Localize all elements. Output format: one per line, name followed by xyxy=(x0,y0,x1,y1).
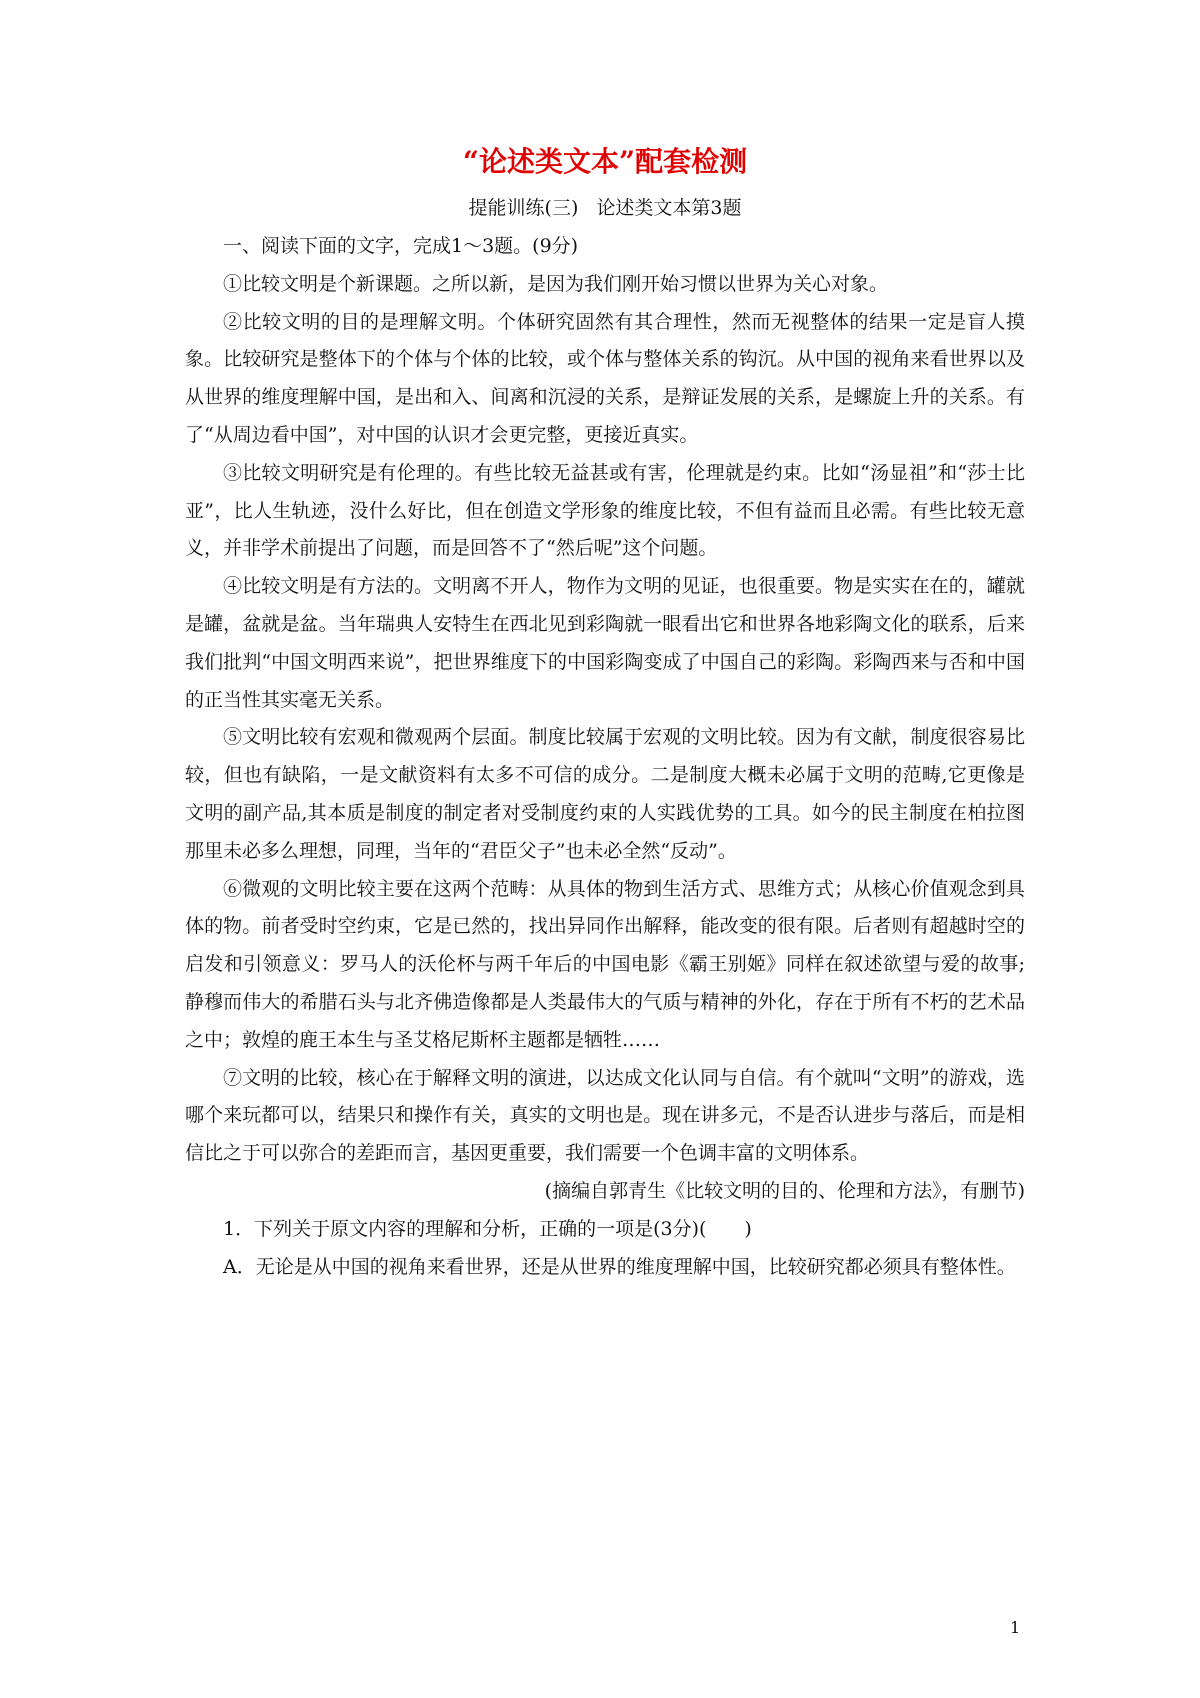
paragraph-1: ①比较文明是个新课题。之所以新，是因为我们刚开始习惯以世界为关心对象。 xyxy=(223,272,889,295)
option-a: A．无论是从中国的视角来看世界，还是从世界的维度理解中国，比较研究都必须具有整体性。 xyxy=(223,1255,1016,1278)
paragraph-3: ③比较文明研究是有伦理的。有些比较无益甚或有害，伦理就是约束。比如“汤显祖”和“莎士比亚”，比人生轨迹，没什么好比，但在创造文学形象的维度比较，不但有益而且必需。有些比较无意义，并非学术前提出了问题，而是回答不了“然后呢”这个问题。 xyxy=(185,461,1025,560)
paragraph-7: ⑦文明的比较，核心在于解释文明的演进，以达成文化认同与自信。有个就叫“文明”的游戏，选哪个来玩都可以，结果只和操作有关，真实的文明也是。现在讲多元，不是否认进步与落后，而是相信比之于可以弥合的差距而言，基因更重要，我们需要一个色调丰富的文明体系。 xyxy=(185,1066,1025,1165)
paragraph-5: ⑤文明比较有宏观和微观两个层面。制度比较属于宏观的文明比较。因为有文献，制度很容易比较，但也有缺陷，一是文献资料有太多不可信的成分。二是制度大概未必属于文明的范畴,它更像是文明的副产品,其本质是制度的制定者对受制度约束的人实践优势的工具。如今的民主制度在柏拉图那里未必多么理想，同理，当年的“君臣父子”也未必全然“反动”。 xyxy=(185,726,1025,862)
paragraph-2: ②比较文明的目的是理解文明。个体研究固然有其合理性，然而无视整体的结果一定是盲人摸象。比较研究是整体下的个体与个体的比较，或个体与整体关系的钩沉。从中国的视角来看世界以及从世界的维度理解中国，是出和入、间离和沉浸的关系，是辩证发展的关系，是螺旋上升的关系。有了“从周边看中国”，对中国的认识才会更完整，更接近真实。 xyxy=(185,310,1025,446)
paragraph-4: ④比较文明是有方法的。文明离不开人，物作为文明的见证，也很重要。物是实实在在的，罐就是罐，盆就是盆。当年瑞典人安特生在西北见到彩陶就一眼看出它和世界各地彩陶文化的联系，后来我们批判“中国文明西来说”，把世界维度下的中国彩陶变成了中国自己的彩陶。彩陶西来与否和中国的正当性其实毫无关系。 xyxy=(185,575,1025,711)
paragraph-6: ⑥微观的文明比较主要在这两个范畴：从具体的物到生活方式、思维方式；从核心价值观念到具体的物。前者受时空约束，它是已然的，找出异同作出解释，能改变的很有限。后者则有超越时空的启发和引领意义：罗马人的沃伦杯与两千年后的中国电影《霸王别姬》同样在叙述欲望与爱的故事;静穆而伟大的希腊石头与北齐佛造像都是人类最伟大的气质与精神的外化，存在于所有不朽的艺术品之中；敦煌的鹿王本生与圣艾格尼斯杯主题都是牺牲…… xyxy=(185,877,1025,1051)
document-title: “论述类文本”配套检测 xyxy=(462,145,748,178)
source-citation: (摘编自郭青生《比较文明的目的、伦理和方法》，有删节) xyxy=(544,1179,1025,1202)
subtitle-topic: 论述类文本第3题 xyxy=(596,197,742,219)
subtitle-exercise: 提能训练(三) xyxy=(468,197,579,219)
document-page xyxy=(185,140,1025,1286)
question-1: 1．下列关于原文内容的理解和分析，正确的一项是(3分)( ) xyxy=(223,1217,752,1240)
document-subtitle xyxy=(185,190,1025,226)
page-number: 1 xyxy=(1010,1618,1021,1637)
instruction-text: 一、阅读下面的文字，完成1～3题。(9分) xyxy=(223,235,579,257)
